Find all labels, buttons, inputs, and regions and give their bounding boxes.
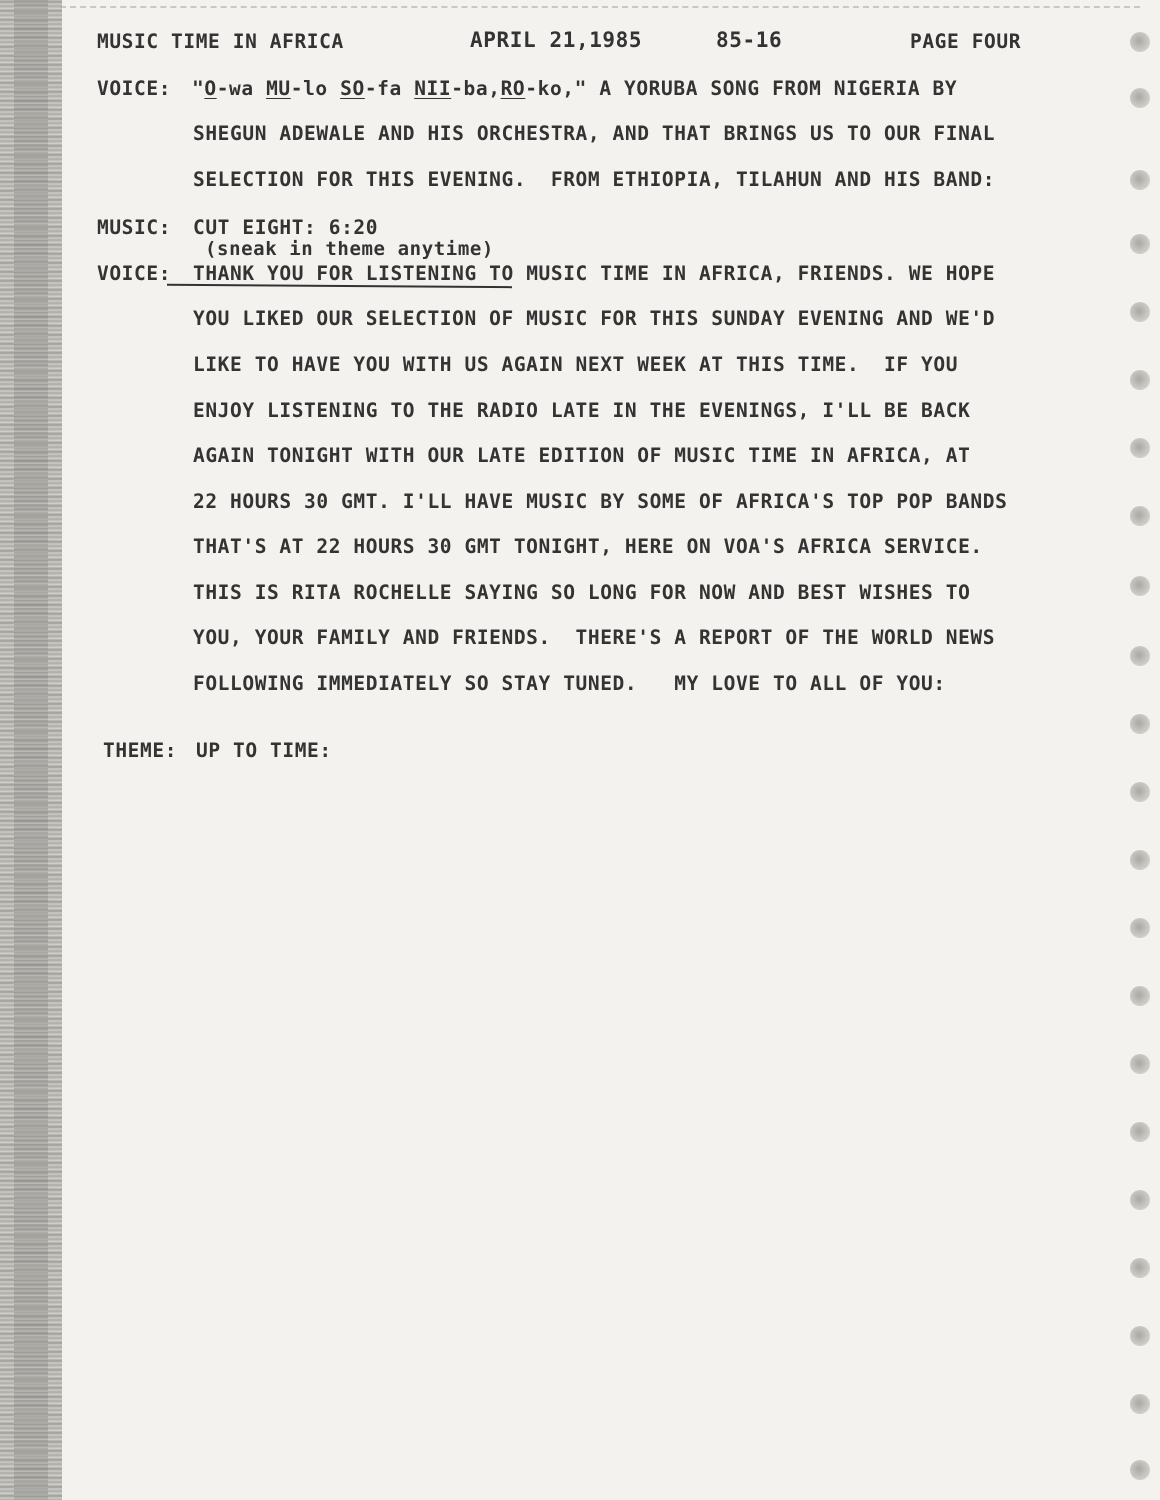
feed-hole — [1130, 1460, 1150, 1480]
theme-label: THEME: — [103, 739, 178, 762]
voice1-line-1: "O-wa MU-lo SO-fa NII-ba,RO-ko," A YORUBA SONG FROM NIGERIA BY — [192, 77, 958, 100]
voice-label: VOICE: — [97, 77, 172, 100]
feed-hole — [1130, 1258, 1150, 1278]
voice2-line: FOLLOWING IMMEDIATELY SO STAY TUNED. MY LOVE TO ALL OF YOU: — [193, 672, 946, 695]
feed-hole — [1130, 506, 1150, 526]
voice2-line: YOU, YOUR FAMILY AND FRIENDS. THERE'S A REPORT OF THE WORLD NEWS — [193, 626, 996, 649]
voice1-line-2: SHEGUN ADEWALE AND HIS ORCHESTRA, AND THAT BRINGS US TO OUR FINAL — [193, 122, 996, 145]
broadcast-date: APRIL 21,1985 — [470, 28, 643, 52]
voice2-line: THAT'S AT 22 HOURS 30 GMT TONIGHT, HERE ON VOA'S AFRICA SERVICE. — [193, 535, 983, 558]
feed-hole — [1130, 1394, 1150, 1414]
voice2-line: LIKE TO HAVE YOU WITH US AGAIN NEXT WEEK AT THIS TIME. IF YOU — [193, 353, 959, 376]
music-note: (sneak in theme anytime) — [205, 238, 494, 260]
feed-hole — [1130, 438, 1150, 458]
feed-hole — [1130, 302, 1150, 322]
theme-cue: UP TO TIME: — [196, 739, 332, 762]
music-label: MUSIC: — [97, 216, 172, 239]
voice2-line: ENJOY LISTENING TO THE RADIO LATE IN THE EVENINGS, I'LL BE BACK — [193, 399, 971, 422]
feed-hole — [1130, 576, 1150, 596]
music-cue: CUT EIGHT: 6:20 — [193, 216, 379, 239]
feed-hole — [1130, 370, 1150, 390]
scan-edge-strip — [0, 0, 62, 1500]
feed-hole — [1130, 234, 1150, 254]
program-title: MUSIC TIME IN AFRICA — [97, 30, 344, 53]
feed-hole — [1130, 170, 1150, 190]
feed-hole — [1130, 1326, 1150, 1346]
episode-number: 85-16 — [716, 28, 783, 52]
feed-hole — [1130, 646, 1150, 666]
voice1-line-3: SELECTION FOR THIS EVENING. FROM ETHIOPIA, TILAHUN AND HIS BAND: — [193, 168, 996, 191]
feed-hole — [1130, 1190, 1150, 1210]
voice2-line: 22 HOURS 30 GMT. I'LL HAVE MUSIC BY SOME OF AFRICA'S TOP POP BANDS — [193, 490, 1008, 513]
perforation-edge — [60, 6, 1140, 8]
voice-label: VOICE: — [97, 262, 172, 285]
tractor-feed-holes — [1130, 20, 1154, 1500]
voice2-line: AGAIN TONIGHT WITH OUR LATE EDITION OF MUSIC TIME IN AFRICA, AT — [193, 444, 971, 467]
feed-hole — [1130, 1122, 1150, 1142]
page-number: PAGE FOUR — [910, 30, 1022, 53]
voice2-line: THIS IS RITA ROCHELLE SAYING SO LONG FOR NOW AND BEST WISHES TO — [193, 581, 971, 604]
feed-hole — [1130, 850, 1150, 870]
feed-hole — [1130, 714, 1150, 734]
feed-hole — [1130, 88, 1150, 108]
feed-hole — [1130, 32, 1150, 52]
feed-hole — [1130, 1054, 1150, 1074]
voice2-line: YOU LIKED OUR SELECTION OF MUSIC FOR THIS SUNDAY EVENING AND WE'D — [193, 307, 996, 330]
feed-hole — [1130, 986, 1150, 1006]
feed-hole — [1130, 918, 1150, 938]
voice2-line-1: THANK YOU FOR LISTENING TO MUSIC TIME IN AFRICA, FRIENDS. WE HOPE — [193, 262, 996, 285]
feed-hole — [1130, 782, 1150, 802]
